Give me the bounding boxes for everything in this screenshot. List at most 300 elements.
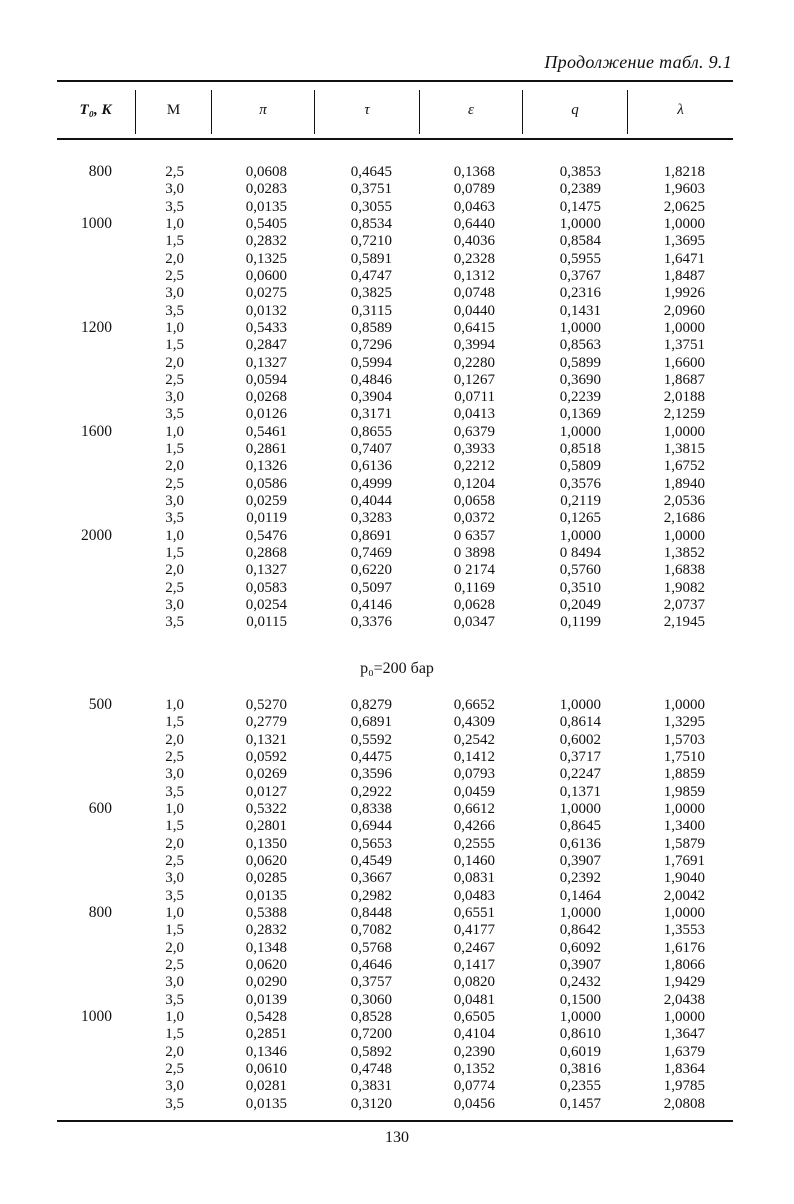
eps-value: 0,3933 [453,441,495,458]
tau-value: 0,3060 [350,991,392,1008]
eps-value: 0,0440 [453,302,495,319]
tau-value: 0,4999 [350,475,392,492]
pi-value: 0,0135 [245,1095,287,1112]
lambda-value: 2,1945 [663,614,705,631]
tau-value: 0,8534 [350,215,392,232]
q-value: 0,2247 [559,766,601,783]
eps-value: 0,1312 [453,267,495,284]
lambda-value: 2,0042 [663,887,705,904]
m-value: 3,5 [165,510,184,527]
pi-value: 0,5461 [245,423,287,440]
eps-value: 0,0831 [453,870,495,887]
q-value: 0,3690 [559,371,601,388]
eps-value: 0,4177 [453,922,495,939]
q-value: 0,3907 [559,956,601,973]
pi-value: 0,0259 [245,493,287,510]
tau-value: 0,7082 [350,922,392,939]
pi-value: 0,0620 [245,852,287,869]
tau-value: 0,5097 [350,579,392,596]
q-value: 0,1371 [559,783,601,800]
eps-value: 0,1368 [453,164,495,180]
table-continuation-caption: Продолжение табл. 9.1 [544,52,732,72]
lambda-value: 2,0808 [663,1095,705,1112]
t0-value: 1600 [81,422,112,440]
pi-value: 0,0592 [245,748,287,765]
t0-value: 500 [88,696,112,713]
eps-value: 0,4036 [453,233,495,250]
tau-value: 0,6944 [350,818,392,835]
tau-value: 0,6891 [350,714,392,731]
lambda-value: 1,8364 [663,1060,705,1077]
tau-value: 0,6136 [350,458,392,475]
eps-value: 0,6551 [453,904,495,921]
m-value: 2,0 [165,835,184,852]
eps-value: 0,0789 [453,181,495,198]
header-t0-label: T₀, K [79,101,112,118]
tau-value: 0,7210 [350,233,392,250]
q-value: 0,3510 [559,579,601,596]
eps-value: 0,0748 [453,285,495,302]
m-value: 3,5 [165,1095,184,1112]
m-value: 3,5 [165,991,184,1008]
lambda-value: 2,0625 [663,198,705,215]
pi-value: 0,0115 [246,614,287,631]
eps-value: 0,6652 [453,697,495,713]
pi-value: 0,5428 [245,1008,287,1025]
pi-value: 0,0135 [245,887,287,904]
eps-value: 0,2212 [453,458,495,475]
pi-value: 0,5405 [245,215,287,232]
pi-value: 0,1327 [245,562,287,579]
tau-value: 0,5653 [350,835,392,852]
pi-value: 0,2779 [245,714,287,731]
m-value: 2,0 [165,562,184,579]
lambda-value: 1,3815 [663,441,705,458]
lambda-value: 2,1259 [663,406,705,423]
eps-value: 0,4309 [453,714,495,731]
lambda-value: 1,8066 [663,956,705,973]
pi-value: 0,2832 [245,233,287,250]
lambda-value: 1,8487 [663,267,705,284]
m-value: 3,5 [165,302,184,319]
header-m [136,82,211,138]
eps-value: 0 6357 [453,527,495,544]
q-value: 0,2392 [559,870,601,887]
lambda-value: 1,0000 [663,697,705,713]
m-value: 2,0 [165,458,184,475]
eps-value: 0 3898 [453,545,495,562]
eps-value: 0,1267 [453,371,495,388]
eps-value: 0,0347 [453,614,495,631]
lambda-value: 1,0000 [663,800,705,817]
t0-value: 800 [88,163,112,180]
m-value: 2,0 [165,354,184,371]
q-value: 0,1457 [559,1095,601,1112]
pi-value: 0,0290 [245,974,287,991]
eps-value: 0,0372 [453,510,495,527]
tau-value: 0,7296 [350,337,392,354]
lambda-value: 1,5703 [663,731,705,748]
tau-value: 0,3283 [350,510,392,527]
m-value: 1,0 [165,697,184,713]
pi-value: 0,1326 [245,458,287,475]
eps-value: 0,4266 [453,818,495,835]
lambda-value: 1,9926 [663,285,705,302]
t0-value: 1200 [81,318,112,336]
m-value: 2,5 [165,852,184,869]
m-value: 3,5 [165,406,184,423]
m-value: 1,0 [165,904,184,921]
q-value: 0,1199 [560,614,601,631]
m-value: 1,5 [165,337,184,354]
pi-value: 0,5433 [245,319,287,336]
t0-value: 800 [88,903,112,921]
q-value: 0,2389 [559,181,601,198]
m-value: 1,5 [165,818,184,835]
m-value: 2,0 [165,939,184,956]
lambda-value: 1,5879 [663,835,705,852]
q-value: 0,8642 [559,922,601,939]
header-tau [315,82,419,138]
header-eps [420,82,522,138]
tau-value: 0,2922 [350,783,392,800]
q-value: 0,8614 [559,714,601,731]
tau-value: 0,4748 [350,1060,392,1077]
q-value: 0,5955 [559,250,601,267]
eps-value: 0,0658 [453,493,495,510]
m-value: 3,5 [165,783,184,800]
tau-value: 0,5592 [350,731,392,748]
eps-value: 0,1412 [453,748,495,765]
tau-value: 0,3115 [351,302,392,319]
tau-value: 0,8691 [350,527,392,544]
lambda-value: 1,0000 [663,423,705,440]
eps-value: 0 2174 [453,562,495,579]
eps-value: 0,2390 [453,1043,495,1060]
tau-value: 0,8589 [350,319,392,336]
eps-value: 0,2542 [453,731,495,748]
lambda-value: 1,8859 [663,766,705,783]
q-value: 0,2316 [559,285,601,302]
q-value: 0,6092 [559,939,601,956]
eps-value: 0,0413 [453,406,495,423]
m-value: 1,0 [165,215,184,232]
m-value: 1,5 [165,714,184,731]
eps-value: 0,0456 [453,1095,495,1112]
eps-value: 0,6505 [453,1008,495,1025]
lambda-value: 2,0536 [663,493,705,510]
tau-value: 0,3171 [350,406,392,423]
tau-value: 0,3904 [350,389,392,406]
lambda-value: 1,3751 [663,337,705,354]
t0-value: 1000 [81,214,112,232]
m-value: 2,5 [165,1060,184,1077]
pi-value: 0,0127 [245,783,287,800]
tau-value: 0,5768 [350,939,392,956]
pi-value: 0,1321 [245,731,287,748]
eps-value: 0,6379 [453,423,495,440]
q-value: 0,2239 [559,389,601,406]
lambda-value: 1,6600 [663,354,705,371]
lambda-value: 1,6471 [663,250,705,267]
eps-value: 0,6612 [453,800,495,817]
tau-value: 0,7407 [350,441,392,458]
pi-value: 0,5476 [245,527,287,544]
tau-value: 0,3831 [350,1078,392,1095]
t0-value: 600 [88,799,112,817]
tau-value: 0,8655 [350,423,392,440]
lambda-value: 1,6379 [663,1043,705,1060]
tau-value: 0,3751 [350,181,392,198]
q-value: 1,0000 [559,215,601,232]
m-value: 1,5 [165,545,184,562]
q-value: 0,5760 [559,562,601,579]
eps-value: 0,0711 [454,389,495,406]
header-pi-label: π [259,101,267,118]
header-t0 [57,82,134,138]
q-value: 0,8645 [559,818,601,835]
m-value: 3,0 [165,389,184,406]
eps-value: 0,0483 [453,887,495,904]
m-value: 1,5 [165,441,184,458]
pi-value: 0,1348 [245,939,287,956]
pi-value: 0,2847 [245,337,287,354]
tau-value: 0,2982 [350,887,392,904]
t0-value: 1000 [81,1007,112,1025]
tau-value: 0,4645 [350,164,392,180]
q-value: 0,6136 [559,835,601,852]
pi-value: 0,2851 [245,1026,287,1043]
tau-value: 0,7200 [350,1026,392,1043]
tau-value: 0,4475 [350,748,392,765]
lambda-value: 2,0960 [663,302,705,319]
eps-value: 0,0628 [453,597,495,613]
eps-value: 0,2280 [453,354,495,371]
page-number: 130 [385,1129,409,1146]
eps-value: 0,0459 [453,783,495,800]
eps-value: 0,6415 [453,319,495,336]
m-value: 3,0 [165,493,184,510]
m-value: 2,5 [165,164,184,180]
lambda-value: 1,7691 [663,852,705,869]
lambda-value: 1,8687 [663,371,705,388]
lambda-value: 1,0000 [663,527,705,544]
q-value: 0,3576 [559,475,601,492]
q-value: 1,0000 [559,319,601,336]
m-value: 2,5 [165,371,184,388]
eps-value: 0,6440 [453,215,495,232]
q-value: 1,0000 [559,1008,601,1025]
q-value: 0,2119 [560,493,601,510]
table-header-rule [57,138,733,140]
lambda-value: 1,9859 [663,783,705,800]
q-value: 0,1431 [559,302,601,319]
eps-value: 0,1204 [453,475,495,492]
t0-value: 2000 [81,526,112,544]
q-value: 1,0000 [559,423,601,440]
eps-value: 0,0481 [453,991,495,1008]
eps-value: 0,0463 [453,198,495,215]
table-bottom-rule [57,1120,733,1122]
eps-value: 0,3994 [453,337,495,354]
pi-value: 0,5388 [245,904,287,921]
q-value: 0,3853 [559,164,601,180]
m-value: 3,0 [165,974,184,991]
q-value: 0,3907 [559,852,601,869]
eps-value: 0,1169 [454,579,495,596]
pi-value: 0,0610 [245,1060,287,1077]
tau-value: 0,4846 [350,371,392,388]
pi-value: 0,2861 [245,441,287,458]
tau-value: 0,3825 [350,285,392,302]
m-value: 3,5 [165,887,184,904]
m-value: 3,0 [165,285,184,302]
q-value: 0,8518 [559,441,601,458]
tau-value: 0,4747 [350,267,392,284]
eps-value: 0,2467 [453,939,495,956]
q-value: 1,0000 [559,527,601,544]
tau-value: 0,8528 [350,1008,392,1025]
q-value: 0,1475 [559,198,601,215]
pi-value: 0,0119 [246,510,287,527]
m-value: 3,5 [165,198,184,215]
table-header [57,82,733,138]
pi-value: 0,0594 [245,371,287,388]
lambda-value: 2,0737 [663,597,705,613]
m-value: 3,0 [165,597,184,613]
tau-value: 0,3376 [350,614,392,631]
pi-value: 0,5322 [245,800,287,817]
pi-value: 0,2868 [245,545,287,562]
q-value: 0,1369 [559,406,601,423]
lambda-value: 1,3553 [663,922,705,939]
tau-value: 0,8279 [350,697,392,713]
eps-value: 0,1460 [453,852,495,869]
m-value: 1,0 [165,800,184,817]
m-value: 3,0 [165,870,184,887]
tau-value: 0,8448 [350,904,392,921]
pi-value: 0,0126 [245,406,287,423]
lambda-value: 1,9603 [663,181,705,198]
pi-value: 0,0281 [245,1078,287,1095]
section-subtitle: p₀=200 бар [360,660,434,677]
pi-value: 0,1325 [245,250,287,267]
pi-value: 0,0139 [245,991,287,1008]
m-value: 1,0 [165,527,184,544]
tau-value: 0,5994 [350,354,392,371]
m-value: 2,5 [165,475,184,492]
pi-value: 0,0583 [245,579,287,596]
eps-value: 0,0774 [453,1078,495,1095]
tau-value: 0,3120 [350,1095,392,1112]
m-value: 1,5 [165,922,184,939]
q-value: 0,1500 [559,991,601,1008]
q-value: 0,2432 [559,974,601,991]
q-value: 0,8563 [559,337,601,354]
lambda-value: 1,9429 [663,974,705,991]
pi-value: 0,1327 [245,354,287,371]
q-value: 0,3767 [559,267,601,284]
lambda-value: 1,0000 [663,215,705,232]
m-value: 2,0 [165,731,184,748]
tau-value: 0,4146 [350,597,392,613]
tau-value: 0,5891 [350,250,392,267]
header-lambda [628,82,733,138]
m-value: 2,5 [165,956,184,973]
lambda-value: 1,3852 [663,545,705,562]
m-value: 2,5 [165,579,184,596]
q-value: 0,6002 [559,731,601,748]
q-value: 0,8610 [559,1026,601,1043]
eps-value: 0,2555 [453,835,495,852]
pi-value: 0,0268 [245,389,287,406]
m-value: 2,5 [165,748,184,765]
tau-value: 0,8338 [350,800,392,817]
eps-value: 0,1352 [453,1060,495,1077]
pi-value: 0,0254 [245,597,287,613]
m-value: 1,5 [165,233,184,250]
lambda-value: 1,3695 [663,233,705,250]
m-value: 2,0 [165,1043,184,1060]
q-value: 0 8494 [559,545,601,562]
m-value: 3,0 [165,1078,184,1095]
q-value: 1,0000 [559,800,601,817]
lambda-value: 1,7510 [663,748,705,765]
q-value: 0,6019 [559,1043,601,1060]
lambda-value: 2,1686 [663,510,705,527]
pi-value: 0,0600 [245,267,287,284]
pi-value: 0,0283 [245,181,287,198]
tau-value: 0,4646 [350,956,392,973]
m-value: 1,0 [165,423,184,440]
m-value: 1,0 [165,319,184,336]
q-value: 0,2355 [559,1078,601,1095]
lambda-value: 1,3295 [663,714,705,731]
lambda-value: 1,3647 [663,1026,705,1043]
pi-value: 0,0132 [245,302,287,319]
m-value: 2,5 [165,267,184,284]
pi-value: 0,1346 [245,1043,287,1060]
eps-value: 0,2328 [453,250,495,267]
tau-value: 0,4044 [350,493,392,510]
tau-value: 0,7469 [350,545,392,562]
tau-value: 0,4549 [350,852,392,869]
m-value: 3,5 [165,614,184,631]
q-value: 0,1464 [559,887,601,904]
tau-value: 0,3757 [350,974,392,991]
lambda-value: 2,0188 [663,389,705,406]
pi-value: 0,0275 [245,285,287,302]
tau-value: 0,6220 [350,562,392,579]
pi-value: 0,2832 [245,922,287,939]
lambda-value: 1,6176 [663,939,705,956]
eps-value: 0,0820 [453,974,495,991]
header-pi [212,82,314,138]
pi-value: 0,0135 [245,198,287,215]
tau-value: 0,3667 [350,870,392,887]
q-value: 1,0000 [559,904,601,921]
lambda-value: 1,0000 [663,904,705,921]
lambda-value: 1,0000 [663,1008,705,1025]
eps-value: 0,1417 [453,956,495,973]
header-lambda-label: λ [677,101,684,118]
q-value: 0,5899 [559,354,601,371]
lambda-value: 1,9082 [663,579,705,596]
header-q [523,82,627,138]
pi-value: 0,5270 [245,697,287,713]
header-q-label: q [571,101,579,118]
lambda-value: 1,8940 [663,475,705,492]
